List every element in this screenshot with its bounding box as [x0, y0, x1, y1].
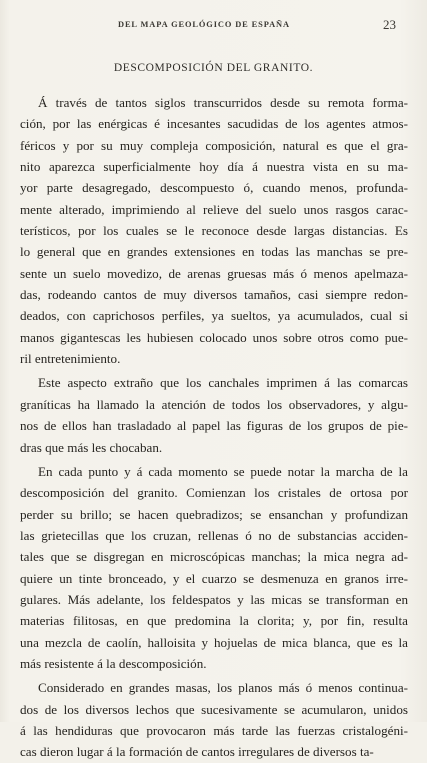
text-line: más resistente á la descomposición. — [20, 655, 207, 671]
text-line: ril entretenimiento. — [20, 351, 121, 367]
paragraph — [20, 461, 408, 674]
text-line: Este aspecto extraño que los canchales imprimen á las comarcas — [38, 375, 408, 391]
running-header — [0, 17, 427, 34]
text-line: féricos y por su muy compleja composición, natural es que el gra- — [20, 137, 408, 153]
text-line: terísticos, por los cuales se le reconoce desde largas distancias. Es — [20, 223, 408, 239]
text-line: nos de ellos han trasladado al papel las figuras de los grupos de pie- — [20, 418, 408, 434]
page-number: 23 — [383, 17, 396, 32]
text-line: Considerado en grandes masas, los planos más ó menos continua- — [38, 680, 408, 696]
text-line: graníticas ha llamado la atención de todos los observadores, y algu- — [20, 396, 408, 412]
text-line: descomposición del granito. Comienzan los cristales de ortosa por — [20, 485, 408, 501]
running-title: DEL MAPA GEOLÓGICO DE ESPAÑA — [118, 20, 290, 29]
text-line: En cada punto y á cada momento se puede notar la marcha de la — [38, 463, 408, 479]
text-line: yor parte desagregado, descompuesto ó, cuando menos, profunda- — [20, 180, 408, 196]
text-line: cas dieron lugar á la formación de cantos irregulares de diversos ta- — [20, 744, 374, 760]
text-line: mente alterado, imprimiendo al relieve del suelo unos rasgos carac- — [20, 201, 408, 217]
text-line: tales que se disgregan en microscópicas manchas; la mica negra ad- — [20, 549, 408, 565]
text-line: lo general que en grandes extensiones en todas las manchas se pre- — [20, 244, 408, 260]
text-line: nito aparezca superficialmente hoy día á nuestra vista en su ma- — [20, 159, 408, 175]
paragraph — [20, 92, 408, 369]
text-line: dras que más les chocaban. — [20, 439, 163, 455]
text-line: dos de los diversos lechos que sucesivamente se acumularon, unidos — [20, 701, 408, 717]
paragraph — [20, 677, 408, 762]
section-title: DESCOMPOSICIÓN DEL GRANITO. — [113, 62, 314, 74]
text-line: quiere un tinte bronceado, y el cuarzo se desmenuza en granos irre- — [20, 570, 408, 586]
text-line: ción, por las enérgicas é incesantes sacudidas de los agentes atmos- — [20, 116, 408, 132]
text-line: á las hendiduras que provocaron más tarde las fuerzas cristalogéni- — [20, 722, 408, 738]
text-line: gulares. Más adelante, los feldespatos y las micas se transforman en — [20, 591, 408, 607]
text-line: deados, con caprichosos perfiles, ya sueltos, ya acumulados, cual si — [20, 308, 408, 324]
text-line: das, rodeando cantos de muy diversos tamaños, casi siempre redon- — [20, 287, 408, 303]
text-line: sente un suelo movedizo, de arenas gruesas más ó menos apelmaza- — [20, 265, 408, 281]
body-text — [20, 92, 408, 763]
text-line: materias filitosas, en que predomina la clorita; y, por fin, resulta — [20, 613, 408, 629]
text-line: manos gigantescas les hubiesen colocado unos sobre otros como pue- — [20, 329, 408, 345]
text-line: Á través de tantos siglos transcurridos desde su remota forma- — [38, 95, 408, 110]
paragraph — [20, 372, 408, 457]
text-line: perder su brillo; se hacen quebradizos; se ensanchan y profundizan — [20, 506, 408, 522]
text-line: las grietecillas que los cruzan, rellenas ó no de substancias acciden- — [20, 527, 408, 543]
text-line: una mezcla de caolín, halloisita y hojuelas de mica blanca, que es la — [20, 634, 408, 650]
